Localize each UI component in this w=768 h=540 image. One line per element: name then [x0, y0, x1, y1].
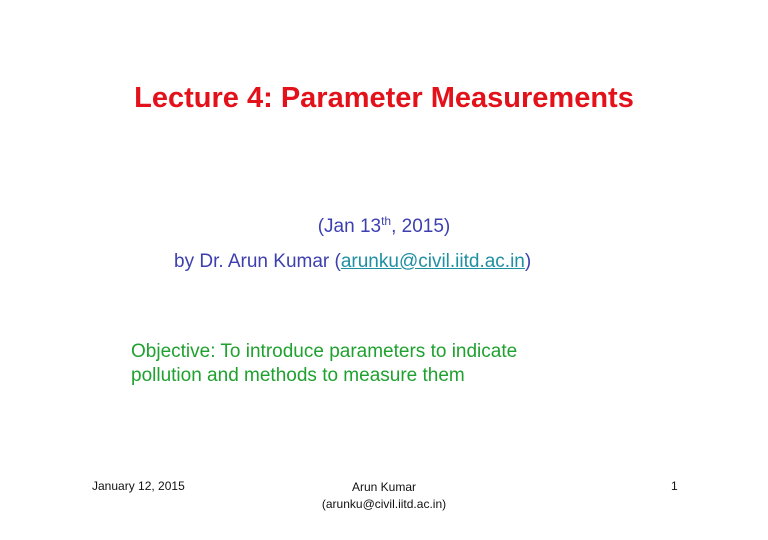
author-prefix: by Dr. Arun Kumar (: [174, 251, 341, 272]
author-email-link[interactable]: arunku@civil.iitd.ac.in: [340, 251, 525, 272]
lecture-date-superscript: th: [381, 214, 392, 228]
footer-presenter-name: Arun Kumar: [351, 480, 417, 494]
author-suffix: ): [524, 251, 532, 272]
slide-title: Lecture 4: Parameter Measurements: [134, 82, 634, 114]
objective-text: [131, 340, 651, 388]
lecture-date-suffix: , 2015): [391, 216, 451, 237]
objective-line-1: Objective: To introduce parameters to indicate: [131, 341, 518, 362]
footer-presenter: [284, 479, 484, 513]
objective-line-2: pollution and methods to measure them: [131, 365, 465, 386]
author-line: [174, 251, 531, 273]
footer-page-number: 1: [671, 479, 678, 493]
lecture-date: [0, 216, 768, 238]
lecture-date-prefix: (Jan 13: [317, 216, 382, 237]
footer-presenter-email: (arunku@civil.iitd.ac.in): [321, 497, 447, 511]
footer-date: January 12, 2015: [92, 479, 185, 493]
